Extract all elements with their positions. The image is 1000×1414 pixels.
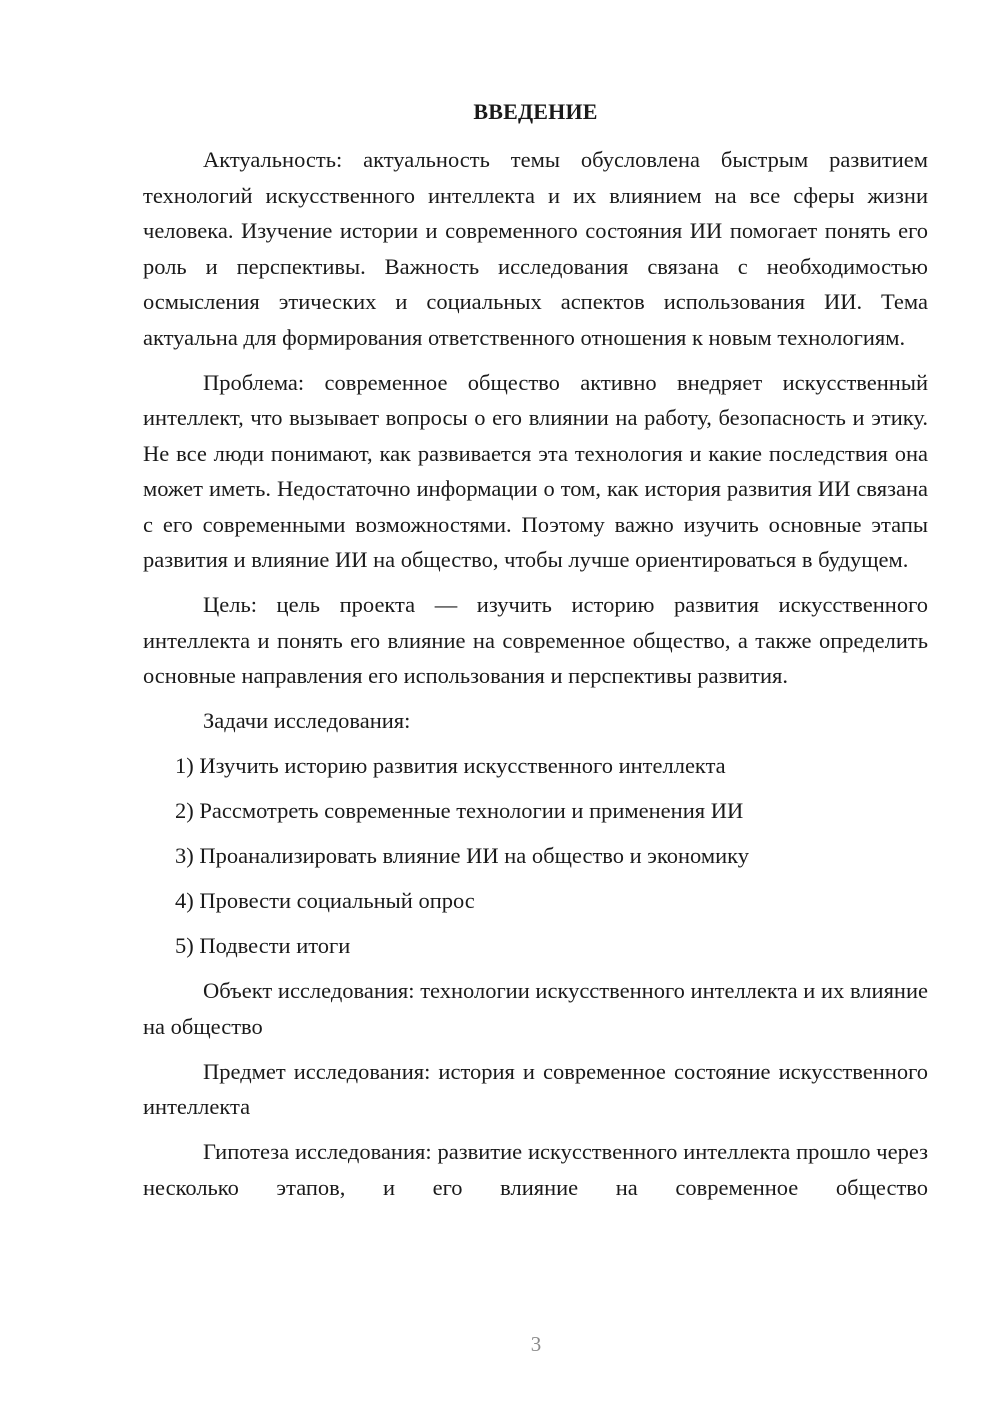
- paragraph-hypothesis: Гипотеза исследования: развитие искусственного интеллекта прошло через несколько этапов, и его влияние на современное общество: [143, 1139, 928, 1200]
- tasks-title: Задачи исследования:: [203, 708, 411, 733]
- task-item-2: 2) Рассмотреть современные технологии и применения ИИ: [175, 798, 744, 823]
- task-item-3: 3) Проанализировать влияние ИИ на общество и экономику: [175, 843, 749, 868]
- task-item-1: 1) Изучить историю развития искусственного интеллекта: [175, 753, 726, 778]
- section-heading: ВВЕДЕНИЕ: [473, 99, 598, 124]
- paragraph-subject: Предмет исследования: история и современное состояние искусственного интеллекта: [143, 1058, 928, 1119]
- document-body: [143, 142, 928, 1215]
- paragraph-relevance: Актуальность: актуальность темы обусловлена быстрым развитием технологий искусственного интеллекта и их влиянием на все сферы жизни человека. Изучение истории и современного состояния ИИ помогает понять его роль и перспективы. Важность исследования связана с необходимостью осмысления этических и социальных аспектов использования ИИ. Тема актуальна для формирования ответственного отношения к новым технологиям.: [143, 147, 928, 350]
- paragraph-object: Объект исследования: технологии искусственного интеллекта и их влияние на общество: [143, 978, 928, 1039]
- paragraph-goal: Цель: цель проекта — изучить историю развития искусственного интеллекта и понять его влияние на современное общество, а также определить основные направления его использования и перспективы развития.: [143, 592, 928, 688]
- task-item-5: 5) Подвести итоги: [175, 933, 351, 958]
- page-number: 3: [530, 1332, 542, 1356]
- task-item-4: 4) Провести социальный опрос: [175, 888, 475, 913]
- paragraph-problem: Проблема: современное общество активно внедряет искусственный интеллект, что вызывает вопросы о его влиянии на работу, безопасность и этику. Не все люди понимают, как развивается эта технология и какие последствия она может иметь. Недостаточно информации о том, как история развития ИИ связана с его современными возможностями. Поэтому важно изучить основные этапы развития и влияние ИИ на общество, чтобы лучше ориентироваться в будущем.: [143, 369, 928, 572]
